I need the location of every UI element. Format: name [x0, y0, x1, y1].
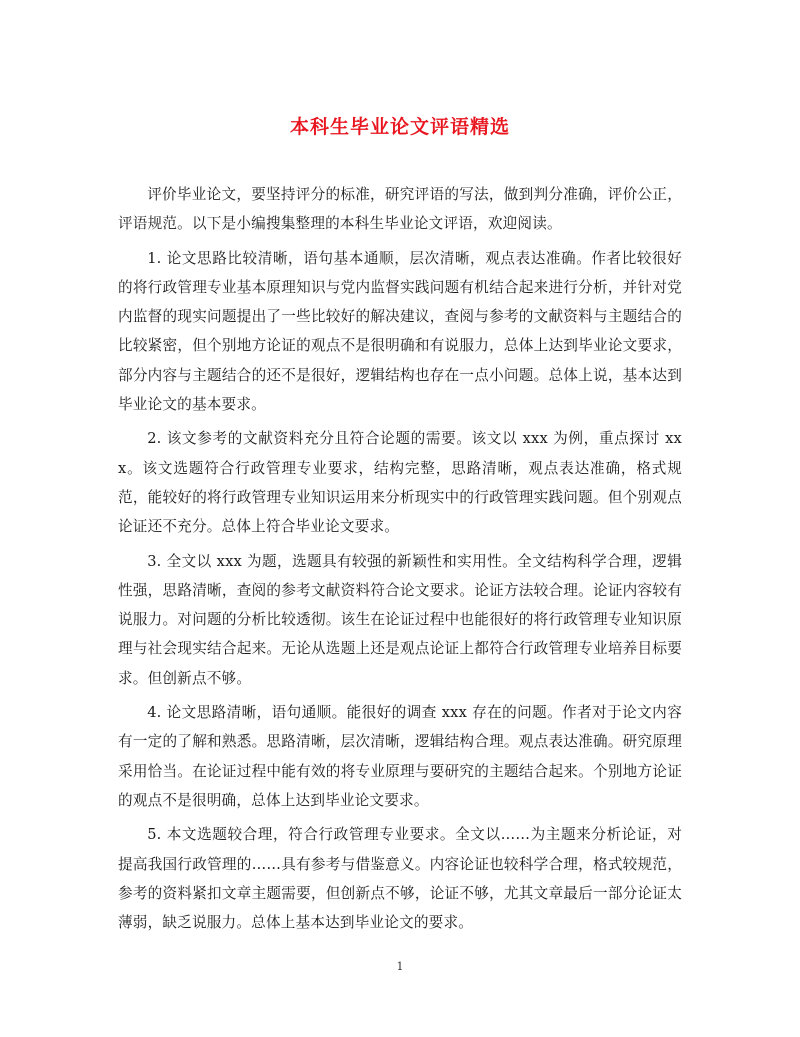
comment-paragraph-2: 2. 该文参考的文献资料充分且符合论题的需要。该文以 xxx 为例，重点探讨 xxx。该文选题符合行政管理专业要求，结构完整，思路清晰，观点表达准确，格式规范，能较好的将行政管理专业知识运用来分析现实中的行政管理实践问题。但个别观点论证还不充分。总体上符合毕业论文要求。 — [118, 430, 682, 536]
comment-paragraph-5: 5. 本文选题较合理，符合行政管理专业要求。全文以……为主题来分析论证，对提高我国行政管理的……具有参考与借鉴意义。内容论证也较科学合理，格式较规范，参考的资料紧扣文章主题需要，但创新点不够，论证不够，尤其文章最后一部分论证太薄弱，缺乏说服力。总体上基本达到毕业论文的要求。 — [118, 826, 682, 932]
page-number: 1 — [396, 960, 404, 973]
comment-paragraph-3: 3. 全文以 xxx 为题，选题具有较强的新颖性和实用性。全文结构科学合理，逻辑性强，思路清晰，查阅的参考文献资料符合论文要求。论证方法较合理。论证内容较有说服力。对问题的分析比较透彻。该生在论证过程中也能很好的将行政管理专业知识原理与社会现实结合起来。无论从选题上还是观点论证上都符合行政管理专业培养目标要求。但创新点不够。 — [118, 552, 682, 687]
document-title: 本科生毕业论文评语精选 — [289, 116, 510, 138]
comment-paragraph-1: 1. 论文思路比较清晰，语句基本通顺，层次清晰，观点表达准确。作者比较很好的将行政管理专业基本原理知识与党内监督实践问题有机结合起来进行分析，并针对党内监督的现实问题提出了一些比较好的解决建议，查阅与参考的文献资料与主题结合的比较紧密，但个别地方论证的观点不是很明确和有说服力，总体上达到毕业论文要求，部分内容与主题结合的还不是很好，逻辑结构也存在一点小问题。总体上说，基本达到毕业论文的基本要求。 — [118, 249, 682, 414]
comment-paragraph-4: 4. 论文思路清晰，语句通顺。能很好的调查 xxx 存在的问题。作者对于论文内容有一定的了解和熟悉。思路清晰，层次清晰，逻辑结构合理。观点表达准确。研究原理采用恰当。在论证过程中能有效的将专业原理与要研究的主题结合起来。个别地方论证的观点不是很明确，总体上达到毕业论文要求。 — [118, 704, 682, 809]
intro-paragraph: 评价毕业论文，要坚持评分的标准，研究评语的写法，做到判分准确，评价公正，评语规范。以下是小编搜集整理的本科生毕业论文评语，欢迎阅读。 — [118, 186, 682, 233]
document-body — [118, 180, 682, 942]
